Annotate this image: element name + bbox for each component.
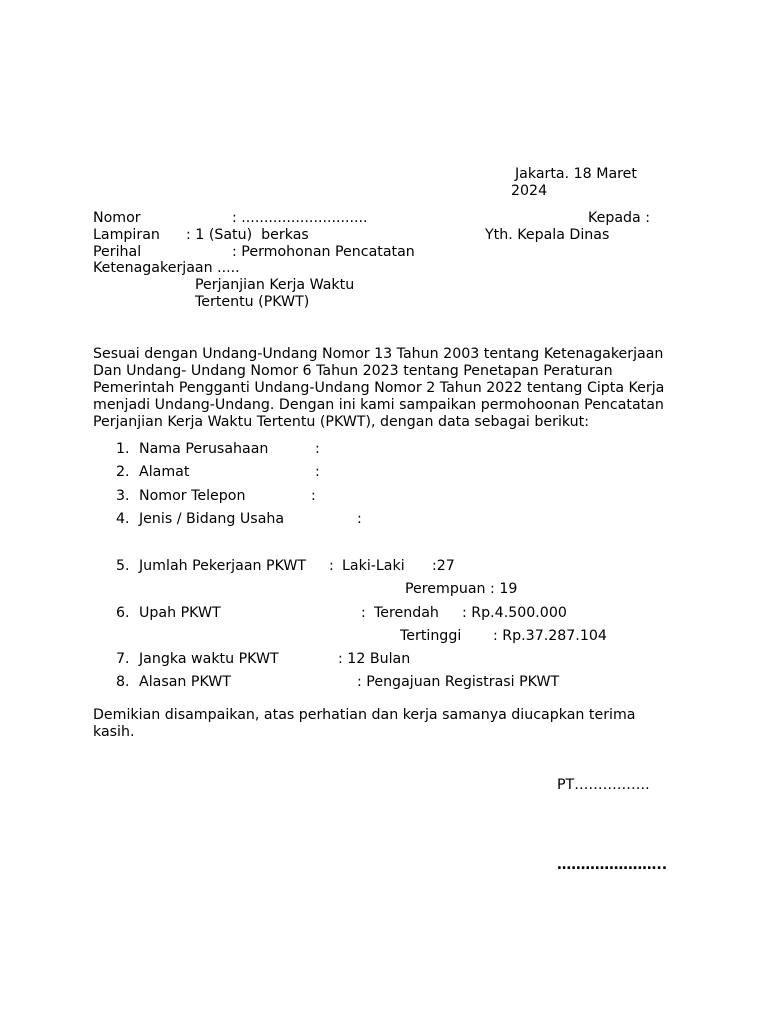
perihal-line-2: Perjanjian Kerja Waktu [195,277,355,293]
date-line-1: Jakarta. 18 Maret [515,166,637,182]
item-7-number: 7. [116,651,130,667]
item-5-male-label: Laki-Laki [342,558,405,574]
lampiran-label: Lampiran [93,227,160,243]
closing-line-2: kasih. [93,724,135,740]
item-1-colon: : [315,441,320,457]
item-6-colon: : [361,605,366,621]
item-5-female: Perempuan : 19 [405,581,518,597]
date-line-2: 2024 [511,183,548,199]
item-1-label: Nama Perusahaan [139,441,269,457]
kepada-label: Kepada : [588,210,651,226]
perihal-value: : Permohonan Pencatatan [232,244,415,260]
item-4-colon: : [357,511,362,527]
item-4-label: Jenis / Bidang Usaha [139,511,285,527]
item-2-number: 2. [116,464,130,480]
item-4-number: 4. [116,511,130,527]
closing-line-1: Demikian disampaikan, atas perhatian dan kerja samanya diucapkan terima [93,707,636,723]
item-8-number: 8. [116,674,130,690]
item-2-colon: : [315,464,320,480]
lampiran-value: : 1 (Satu) berkas [186,227,309,243]
item-3-number: 3. [116,488,130,504]
perihal-line-3: Tertentu (PKWT) [195,294,310,310]
signature-line: ………………….. [557,857,668,873]
nomor-label: Nomor [93,210,141,226]
intro-line: Perjanjian Kerja Waktu Tertentu (PKWT), dengan data sebagai berikut: [93,414,590,430]
intro-paragraph [93,346,673,431]
perihal-label: Perihal [93,244,142,260]
item-3-colon: : [311,488,316,504]
item-7-value: : 12 Bulan [338,651,411,667]
item-6-high-label: Tertinggi [400,628,462,644]
intro-line: Dan Undang- Undang Nomor 6 Tahun 2023 tentang Penetapan Peraturan [93,363,613,379]
intro-line: Sesuai dengan Undang-Undang Nomor 13 Tahun 2003 tentang Ketenagakerjaan [93,346,664,362]
item-5-label: Jumlah Pekerjaan PKWT [139,558,307,574]
item-3-label: Nomor Telepon [139,488,246,504]
intro-line: menjadi Undang-Undang. Dengan ini kami sampaikan permohoonan Pencatatan [93,397,664,413]
item-7-label: Jangka waktu PKWT [139,651,279,667]
item-2-label: Alamat [139,464,190,480]
item-5-number: 5. [116,558,130,574]
item-5-colon: : [329,558,334,574]
item-1-number: 1. [116,441,130,457]
company-name: PT……………. [557,777,650,793]
item-8-label: Alasan PKWT [139,674,231,690]
item-6-high-value: : Rp.37.287.104 [493,628,607,644]
item-5-male-value: :27 [432,558,455,574]
item-6-low-value: : Rp.4.500.000 [462,605,567,621]
item-6-label: Upah PKWT [139,605,221,621]
nomor-value: : ............................ [232,210,368,226]
recipient: Yth. Kepala Dinas [485,227,610,243]
item-6-number: 6. [116,605,130,621]
item-6-low-label: Terendah [374,605,439,621]
item-8-value: : Pengajuan Registrasi PKWT [357,674,560,690]
recipient-continuation: Ketenagakerjaan ..... [93,260,240,276]
intro-line: Pemerintah Pengganti Undang-Undang Nomor 2 Tahun 2022 tentang Cipta Kerja [93,380,665,396]
